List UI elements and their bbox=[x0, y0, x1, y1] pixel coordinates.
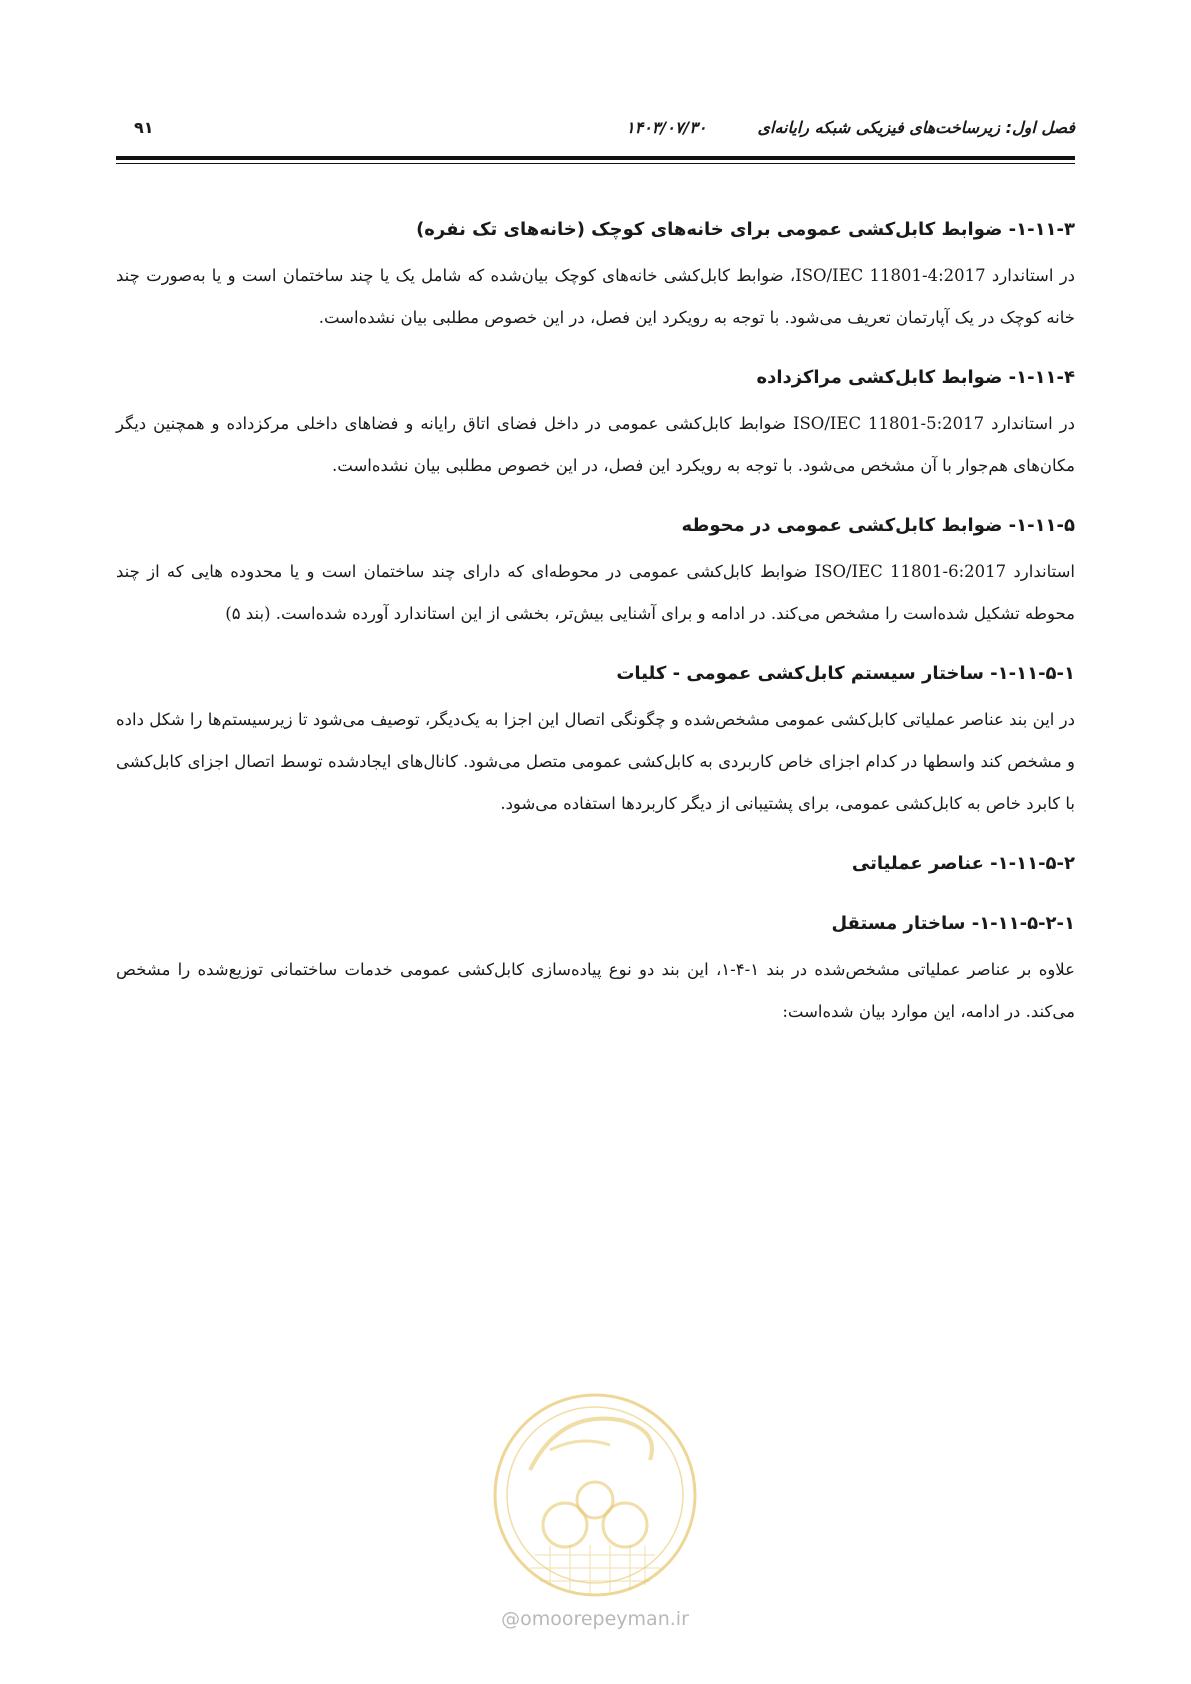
chapter-title: فصل اول: زیرساخت‌های فیزیکی شبکه رایانه‌ای bbox=[757, 118, 1075, 137]
section-heading: ۱-۱۱-۵- ضوابط کابل‌کشی عمومی در محوطه bbox=[681, 515, 1075, 536]
section-paragraph: استاندارد ISO/IEC 11801-6:2017 ضوابط کابل‌کشی عمومی در محوطه‌ای که دارای چند ساختمان است و یا محدوده هایی که از چند محوطه تشکیل شده‌است را مشخص می‌کند. در ادامه و برای آشنایی بیش‌تر، بخشی از این استاندارد آورده شده‌است. (بند ۵) bbox=[116, 562, 1075, 623]
header-date: ۱۴۰۳/۰۷/۳۰ bbox=[626, 118, 707, 137]
header-rule-thin bbox=[116, 163, 1075, 164]
section-heading: ۱-۱۱-۳- ضوابط کابل‌کشی عمومی برای خانه‌های کوچک (خانه‌های تک نفره) bbox=[416, 219, 1075, 240]
page-number: ۹۱ bbox=[134, 118, 154, 137]
section-paragraph: در استاندارد ISO/IEC 11801-5:2017 ضوابط کابل‌کشی عمومی در داخل فضای اتاق رایانه و فضاهای داخلی مرکزداده و همچنین دیگر مکان‌های هم‌جوار با آن مشخص می‌شود. با توجه به رویکرد این فصل، در این خصوص مطلبی بیان نشده‌است. bbox=[116, 414, 1075, 475]
page-content bbox=[116, 215, 1075, 1033]
section-paragraph: در این بند عناصر عملیاتی کابل‌کشی عمومی مشخص‌شده و چگونگی اتصال این اجزا به یک‌دیگر، توصیف می‌شود تا زیرسیستم‌ها را شکل داده و مشخص کند واسطها در کدام اجزای خاص کاربردی به کابل‌کشی عمومی متصل می‌شود. کانال‌های ایجادشده توسط اتصال اجزای کابل‌کشی با کابرد خاص به کابل‌کشی عمومی، برای پشتیبانی از دیگر کاربردها استفاده می‌شود. bbox=[116, 710, 1075, 813]
page-header bbox=[116, 118, 1075, 148]
header-rule-thick bbox=[116, 156, 1075, 160]
section-heading: ۱-۱۱-۵-۲-۱- ساختار مستقل bbox=[831, 913, 1075, 934]
watermark-site: @omoorepeyman.ir bbox=[501, 1608, 689, 1630]
section-heading: ۱-۱۱-۵-۲- عناصر عملیاتی bbox=[851, 853, 1075, 874]
section-heading: ۱-۱۱-۴- ضوابط کابل‌کشی مراکزداده bbox=[756, 367, 1075, 388]
watermark-logo-icon bbox=[490, 1390, 700, 1600]
section-heading: ۱-۱۱-۵-۱- ساختار سیستم کابل‌کشی عمومی - کلیات bbox=[616, 663, 1075, 684]
section-paragraph: در استاندارد ISO/IEC 11801-4:2017، ضوابط کابل‌کشی خانه‌های کوچک بیان‌شده که شامل یک یا چند ساختمان است و یا به‌صورت چند خانه کوچک در یک آپارتمان تعریف می‌شود. با توجه به رویکرد این فصل، در این خصوص مطلبی بیان نشده‌است. bbox=[116, 266, 1076, 327]
section-paragraph: علاوه بر عناصر عملیاتی مشخص‌شده در بند ۱-۴-۱، این بند دو نوع پیاده‌سازی کابل‌کشی عمومی خدمات ساختمانی توزیع‌شده را مشخص می‌کند. در ادامه، این موارد بیان شده‌است: bbox=[116, 960, 1075, 1021]
